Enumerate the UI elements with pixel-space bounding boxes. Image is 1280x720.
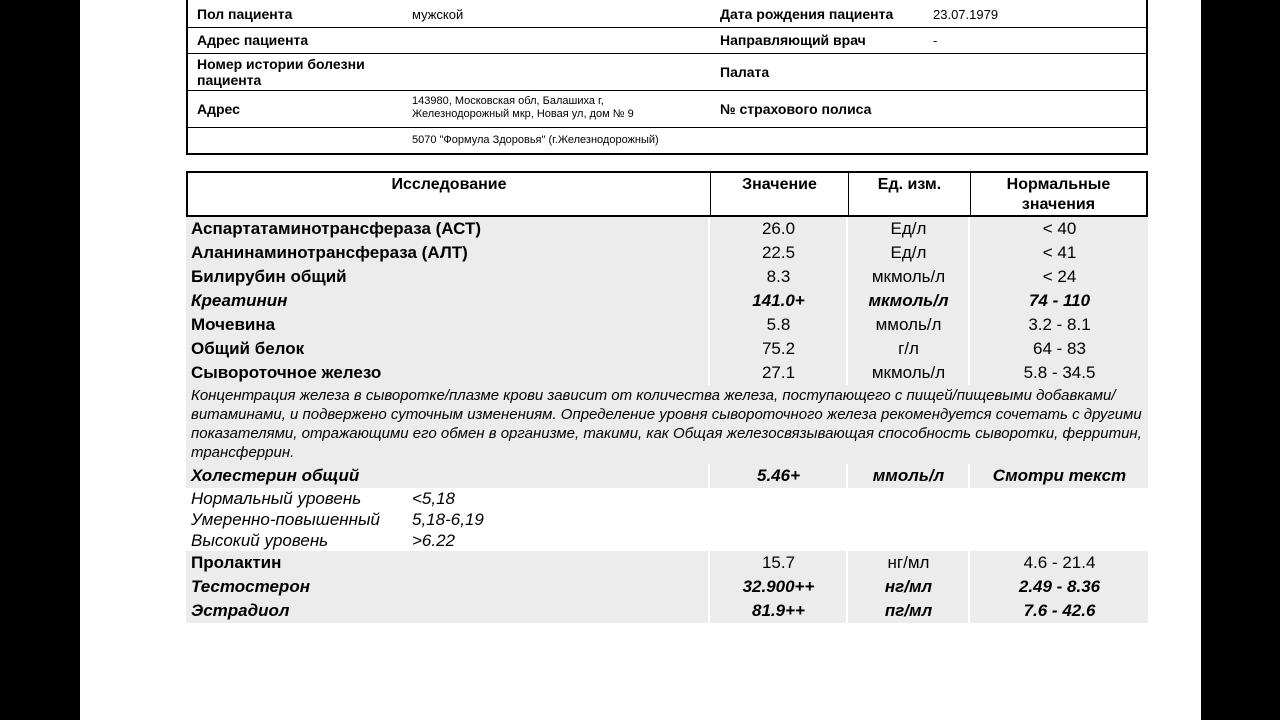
dob-label: Дата рождения пациента xyxy=(720,6,894,22)
test-value: 22.5 xyxy=(761,243,796,262)
level-row xyxy=(186,509,1148,530)
cell-separator xyxy=(708,464,710,488)
table-row xyxy=(186,361,1148,385)
level-row xyxy=(186,530,1148,551)
test-unit: нг/мл xyxy=(884,577,933,596)
test-value: 5.8 xyxy=(766,315,791,334)
table-row xyxy=(186,599,1148,623)
table-row xyxy=(186,289,1148,313)
header-norm: Нормальные значения xyxy=(1006,176,1111,213)
test-unit: мкмоль/л xyxy=(871,363,946,382)
table-row xyxy=(186,337,1148,361)
header-test: Исследование xyxy=(391,176,507,193)
cell-separator xyxy=(846,289,848,313)
test-norm: 74 - 110 xyxy=(1028,291,1091,310)
cell-separator xyxy=(846,361,848,385)
level-name: Высокий уровень xyxy=(191,531,329,550)
cell-separator xyxy=(968,241,970,265)
test-unit: Ед/л xyxy=(890,219,927,238)
test-unit: ммоль/л xyxy=(875,315,942,334)
cell-separator xyxy=(968,599,970,623)
cholesterol-levels xyxy=(186,488,1148,551)
table-row xyxy=(186,241,1148,265)
test-norm: 7.6 - 42.6 xyxy=(1023,601,1096,620)
test-value: 27.1 xyxy=(761,363,796,382)
test-unit: мкмоль/л xyxy=(871,267,946,286)
test-value: 5.46+ xyxy=(756,466,800,485)
test-unit: нг/мл xyxy=(887,553,930,572)
test-name: Аспартатаминотрансфераза (АСТ) xyxy=(191,219,482,238)
sex-label: Пол пациента xyxy=(197,6,293,22)
cell-separator xyxy=(968,313,970,337)
cell-separator xyxy=(708,551,710,575)
table-row xyxy=(186,265,1148,289)
results-group-a xyxy=(186,217,1148,385)
test-name: Креатинин xyxy=(191,291,288,310)
test-value: 141.0+ xyxy=(752,291,805,310)
level-value: <5,18 xyxy=(412,489,456,508)
test-name: Эстрадиол xyxy=(191,601,290,620)
test-unit: ммоль/л xyxy=(872,466,945,485)
patient-info-box xyxy=(186,0,1148,155)
iron-note: Концентрация железа в сыворотке/плазме крови зависит от количества железа, поступающего с пищей/пищевыми добавками/витаминами, и подвержено суточным изменениям. Определение уровня сывороточного железа рекомендуется сочетать с другими показателями, отражающими его обмен в организме, такими, как Общая железосвязывающая способность сыворотки, ферритин, трансферрин. xyxy=(186,385,1148,464)
test-name: Билирубин общий xyxy=(191,267,347,286)
test-norm: 5.8 - 34.5 xyxy=(1023,363,1096,382)
test-name: Пролактин xyxy=(191,553,282,572)
cell-separator xyxy=(846,599,848,623)
address-label: Адрес пациента xyxy=(197,32,309,48)
policy-label: № страхового полиса xyxy=(720,101,872,117)
table-row xyxy=(186,551,1148,575)
test-norm: 64 - 83 xyxy=(1033,339,1086,358)
doctor-value: - xyxy=(933,33,938,48)
cell-separator xyxy=(846,313,848,337)
dob-value: 23.07.1979 xyxy=(933,7,999,22)
clinic-value: 5070 "Формула Здоровья" (г.Железнодорожный) xyxy=(412,134,659,146)
cell-separator xyxy=(968,289,970,313)
test-value: 8.3 xyxy=(766,267,791,286)
cell-separator xyxy=(968,464,970,488)
cell-separator xyxy=(846,464,848,488)
test-name: Мочевина xyxy=(191,315,276,334)
cell-separator xyxy=(968,575,970,599)
results-table xyxy=(186,171,1148,623)
test-name: Сывороточное железо xyxy=(191,363,382,382)
cell-separator xyxy=(968,551,970,575)
test-norm: 4.6 - 21.4 xyxy=(1023,553,1096,572)
level-value: 5,18-6,19 xyxy=(412,510,484,529)
table-header xyxy=(186,171,1148,217)
cell-separator xyxy=(708,575,710,599)
test-value: 15.7 xyxy=(761,553,796,572)
info-row-clinic xyxy=(188,128,1146,153)
cell-separator xyxy=(708,289,710,313)
results-group-b xyxy=(186,551,1148,623)
level-name: Умеренно-повышенный xyxy=(191,510,380,529)
cell-separator xyxy=(846,265,848,289)
addr-value: 143980, Московская обл, Балашиха г, Железнодорожный мкр, Новая ул, дом № 9 xyxy=(412,95,634,120)
cell-separator xyxy=(846,337,848,361)
cell-separator xyxy=(846,217,848,241)
history-label: Номер истории болезни пациента xyxy=(197,56,365,88)
addr-label: Адрес xyxy=(197,101,240,117)
test-norm: 2.49 - 8.36 xyxy=(1018,577,1101,596)
cell-separator xyxy=(846,575,848,599)
header-value: Значение xyxy=(742,176,817,193)
test-norm: 3.2 - 8.1 xyxy=(1028,315,1091,334)
cell-separator xyxy=(968,337,970,361)
ward-label: Палата xyxy=(720,64,770,80)
test-name: Тестостерон xyxy=(191,577,310,596)
test-unit: пг/мл xyxy=(884,601,933,620)
test-unit: Ед/л xyxy=(890,243,927,262)
cell-separator xyxy=(708,217,710,241)
info-row-history xyxy=(188,54,1146,91)
cell-separator xyxy=(708,313,710,337)
info-row-addr xyxy=(188,91,1146,128)
test-value: 81.9++ xyxy=(752,601,805,620)
header-unit: Ед. изм. xyxy=(877,176,942,193)
test-unit: мкмоль/л xyxy=(868,291,949,310)
level-value: >6.22 xyxy=(412,531,456,550)
test-norm: < 24 xyxy=(1042,267,1077,286)
cell-separator xyxy=(968,217,970,241)
document-page xyxy=(80,0,1201,720)
test-norm: Смотри текст xyxy=(992,466,1127,485)
table-row xyxy=(186,217,1148,241)
cell-separator xyxy=(708,361,710,385)
table-row xyxy=(186,464,1148,488)
cell-separator xyxy=(968,361,970,385)
info-row-sex xyxy=(188,0,1146,28)
cell-separator xyxy=(846,551,848,575)
test-name: Общий белок xyxy=(191,339,305,358)
test-norm: < 40 xyxy=(1042,219,1077,238)
table-row xyxy=(186,313,1148,337)
table-row xyxy=(186,575,1148,599)
cell-separator xyxy=(708,599,710,623)
test-unit: г/л xyxy=(898,339,919,358)
level-row xyxy=(186,488,1148,509)
cell-separator xyxy=(708,265,710,289)
cell-separator xyxy=(968,265,970,289)
info-row-address xyxy=(188,28,1146,54)
test-name: Аланинаминотрансфераза (АЛТ) xyxy=(191,243,468,262)
test-name: Холестерин общий xyxy=(191,466,360,485)
test-value: 75.2 xyxy=(761,339,796,358)
level-name: Нормальный уровень xyxy=(191,489,362,508)
cell-separator xyxy=(708,337,710,361)
cell-separator xyxy=(846,241,848,265)
test-value: 26.0 xyxy=(761,219,796,238)
test-norm: < 41 xyxy=(1042,243,1077,262)
test-value: 32.900++ xyxy=(742,577,815,596)
cell-separator xyxy=(708,241,710,265)
sex-value: мужской xyxy=(412,7,464,22)
doctor-label: Направляющий врач xyxy=(720,32,866,48)
